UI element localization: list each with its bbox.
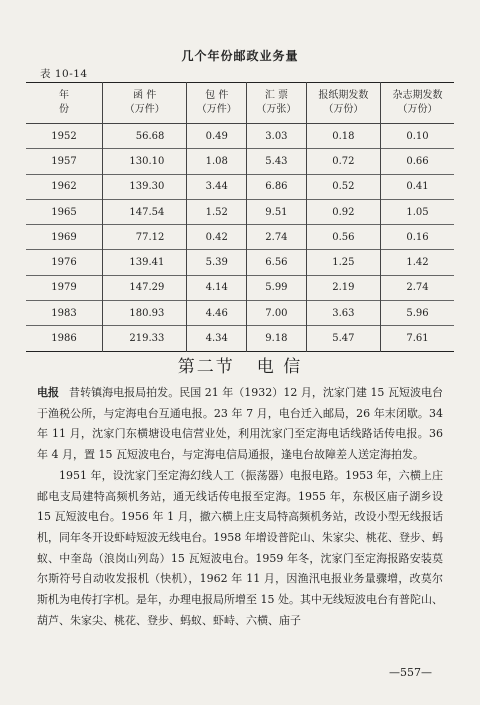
table-cell: 0.10 xyxy=(380,124,454,149)
table-cell: 139.30 xyxy=(103,174,187,199)
table-label: 表 10-14 xyxy=(40,68,88,80)
table-row xyxy=(26,326,454,351)
cell-year: 1965 xyxy=(51,206,77,218)
table-cell: 0.16 xyxy=(380,225,454,250)
table-cell: 0.52 xyxy=(306,174,380,199)
page-number: —557— xyxy=(389,666,432,679)
table-cell: 3.44 xyxy=(187,174,247,199)
header-newspapers: 报纸期发数 （万份） xyxy=(306,83,380,124)
table-cell: 0.92 xyxy=(306,199,380,224)
section-name: 电 信 xyxy=(256,357,303,377)
postal-volume-table xyxy=(26,82,454,352)
table-row xyxy=(26,250,454,275)
table-cell: 56.68 xyxy=(103,124,187,149)
table-row xyxy=(26,124,454,149)
header-packages: 包 件 （万件） xyxy=(187,83,247,124)
table-cell: 1.25 xyxy=(306,250,380,275)
table-cell: 77.12 xyxy=(103,225,187,250)
table-title: 几个年份邮政业务量 xyxy=(181,49,299,63)
table-cell: 5.39 xyxy=(187,250,247,275)
cell-year: 1969 xyxy=(51,231,77,243)
table-cell: 219.33 xyxy=(103,326,187,351)
table-cell: 0.56 xyxy=(306,225,380,250)
table-cell: 9.51 xyxy=(247,199,307,224)
paragraph-telegraph xyxy=(37,383,443,466)
paragraph-2-text: 1951 年，设沈家门至定海幻线人工（振荡器）电报电路。1953 年，六横上庄邮电支局建特高频机务站，通无线话传电报至定海。1955 年，东极区庙子湖乡设 15 瓦短波电台。1956 年 1 月，撤六横上庄支局特高频机务站，改设小型无线报话机，同年冬开设虾峙短波无线电台。1958 年增设普陀山、朱家尖、桃花、登步、蚂蚁、中奎岛（浪岗山列岛）15 瓦短波电台。1959 年冬，沈家门至定海报路安装莫尔斯符号自动收发报机（快机），1962 年 11 月，因渔汛电报业务量骤增，改莫尔斯机为电传打字机。是年，办理电报局所增至 15 处。其中无线短波电台有普陀山、葫芦、朱家尖、桃花、登步、蚂蚁、虾峙、六横、庙子 xyxy=(37,468,443,627)
term-telegraph: 电报 xyxy=(37,386,60,399)
cell-year: 1957 xyxy=(51,155,77,167)
table-header-row xyxy=(26,83,454,124)
table-cell: 1.42 xyxy=(380,250,454,275)
section-number: 第二节 xyxy=(177,357,235,377)
header-letters: 函 件 （万件） xyxy=(103,83,187,124)
table-row xyxy=(26,174,454,199)
table-cell: 130.10 xyxy=(103,149,187,174)
table-cell: 6.86 xyxy=(247,174,307,199)
table-cell: 5.99 xyxy=(247,275,307,300)
header-money-orders: 汇 票 （万张） xyxy=(247,83,307,124)
table-cell: 2.19 xyxy=(306,275,380,300)
table-row xyxy=(26,199,454,224)
table-cell: 5.47 xyxy=(306,326,380,351)
table-cell: 5.43 xyxy=(247,149,307,174)
table-cell: 0.49 xyxy=(187,124,247,149)
table-cell: 4.46 xyxy=(187,301,247,326)
table-cell: 147.29 xyxy=(103,275,187,300)
cell-year: 1983 xyxy=(51,307,77,319)
cell-year: 1952 xyxy=(51,130,77,142)
table-cell: 0.72 xyxy=(306,149,380,174)
table-cell: 4.34 xyxy=(187,326,247,351)
table-cell: 0.66 xyxy=(380,149,454,174)
table-cell: 6.56 xyxy=(247,250,307,275)
table-cell: 2.74 xyxy=(247,225,307,250)
table-cell: 2.74 xyxy=(380,275,454,300)
cell-year: 1979 xyxy=(51,282,77,294)
table-cell: 1.05 xyxy=(380,199,454,224)
header-year: 年 份 xyxy=(59,90,83,115)
table-cell: 7.00 xyxy=(247,301,307,326)
table-cell: 180.93 xyxy=(103,301,187,326)
table-cell: 3.63 xyxy=(306,301,380,326)
table-cell: 5.96 xyxy=(380,301,454,326)
table-cell: 9.18 xyxy=(247,326,307,351)
paragraph-2 xyxy=(37,466,443,632)
table-row xyxy=(26,149,454,174)
table-cell: 3.03 xyxy=(247,124,307,149)
header-magazines: 杂志期发数 （万份） xyxy=(380,83,454,124)
table-cell: 4.14 xyxy=(187,275,247,300)
table-cell: 1.08 xyxy=(187,149,247,174)
table-cell: 139.41 xyxy=(103,250,187,275)
cell-year: 1986 xyxy=(51,333,77,345)
section-title xyxy=(0,352,480,377)
cell-year: 1976 xyxy=(51,257,77,269)
cell-year: 1962 xyxy=(51,181,77,193)
table-cell: 0.41 xyxy=(380,174,454,199)
table-cell: 147.54 xyxy=(103,199,187,224)
table-row xyxy=(26,225,454,250)
paragraph-1-text: 昔转镇海电报局拍发。民国 21 年（1932）12 月，沈家门建 15 瓦短波电台于渔税公所，与定海电台互通电报。23 年 7 月，电台迁入邮局，26 年末闭歇。34 年 11 月，沈家门东横塘设电信营业处，利用沈家门至定海电话线路话传电报。36 年 4 月，置 15 瓦短波电台，与定海电信局通报，逢电台故障差人送定海拍发。 xyxy=(37,386,444,462)
table-cell: 7.61 xyxy=(380,326,454,351)
table-cell: 0.18 xyxy=(306,124,380,149)
table-cell: 0.42 xyxy=(187,225,247,250)
body-text xyxy=(37,383,443,631)
table-row xyxy=(26,275,454,300)
table-cell: 1.52 xyxy=(187,199,247,224)
table-row xyxy=(26,301,454,326)
